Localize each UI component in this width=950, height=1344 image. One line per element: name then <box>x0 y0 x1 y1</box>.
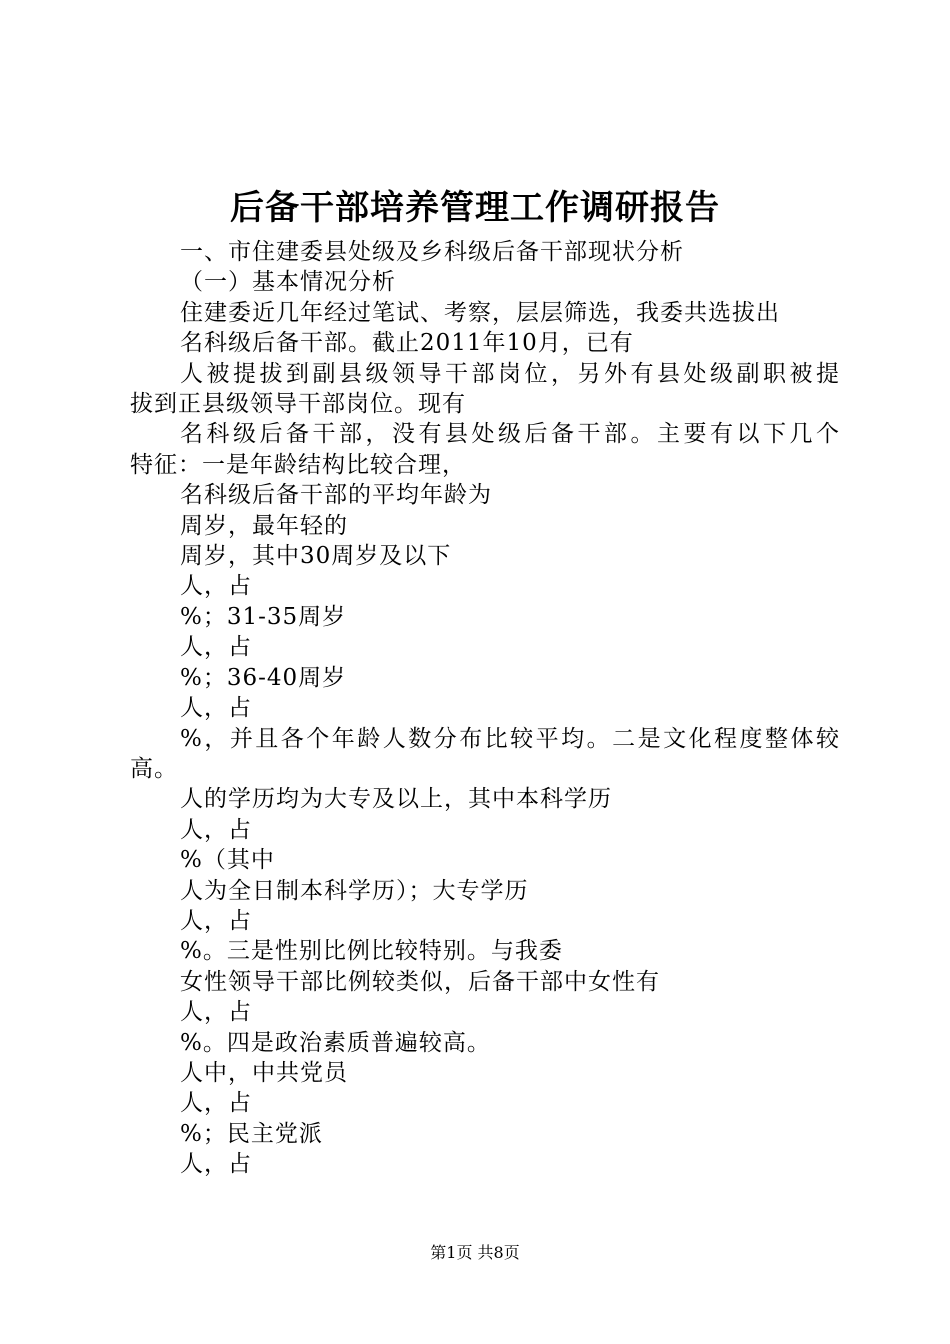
body-line: 人，占 <box>180 1151 252 1178</box>
body-line: 人，占 <box>180 907 252 934</box>
body-line: 住建委近几年经过笔试、考察，层层筛选，我委共选拔出 <box>180 299 780 326</box>
body-line: 人，占 <box>180 999 252 1026</box>
page-footer: 第1页 共8页 <box>430 1243 520 1262</box>
body-line: %（其中 <box>180 847 275 874</box>
body-line: %。三是性别比例比较特别。与我委 <box>180 938 563 965</box>
body-line: 拔到正县级领导干部岗位。现有 <box>130 391 466 418</box>
body-line: 人，占 <box>180 573 252 600</box>
body-line: %。四是政治素质普遍较高。 <box>180 1029 491 1056</box>
body-line: 周岁，其中30周岁及以下 <box>180 543 452 570</box>
body-line: （一）基本情况分析 <box>180 269 396 296</box>
document-body <box>130 237 840 1180</box>
body-line: 女性领导干部比例较类似，后备干部中女性有 <box>180 968 660 995</box>
body-line: 名科级后备干部，没有县处级后备干部。主要有以下几个 <box>180 421 840 448</box>
body-line: 人被提拔到副县级领导干部岗位，另外有县处级副职被提 <box>180 360 840 387</box>
body-line: %；36-40周岁 <box>180 664 347 691</box>
body-line: 名科级后备干部的平均年龄为 <box>180 482 492 509</box>
body-line: 人，占 <box>180 1090 252 1117</box>
body-line: 人，占 <box>180 634 252 661</box>
body-line: 人中，中共党员 <box>180 1059 348 1086</box>
body-line: %，并且各个年龄人数分布比较平均。二是文化程度整体较 <box>180 725 840 752</box>
document-title: 后备干部培养管理工作调研报告 <box>230 188 720 228</box>
body-line: %；31-35周岁 <box>180 603 347 630</box>
body-line: 名科级后备干部。截止2011年10月，已有 <box>180 330 634 357</box>
body-line: 人的学历均为大专及以上，其中本科学历 <box>180 786 612 813</box>
body-line: 人，占 <box>180 695 252 722</box>
body-line: 周岁，最年轻的 <box>180 512 348 539</box>
body-line: %；民主党派 <box>180 1120 323 1147</box>
body-line: 人为全日制本科学历）；大专学历 <box>180 877 529 904</box>
body-line: 高。 <box>130 755 178 782</box>
body-line: 人，占 <box>180 816 252 843</box>
body-line: 特征：一是年龄结构比较合理， <box>130 451 466 478</box>
body-line: 一、市住建委县处级及乡科级后备干部现状分析 <box>180 239 684 265</box>
